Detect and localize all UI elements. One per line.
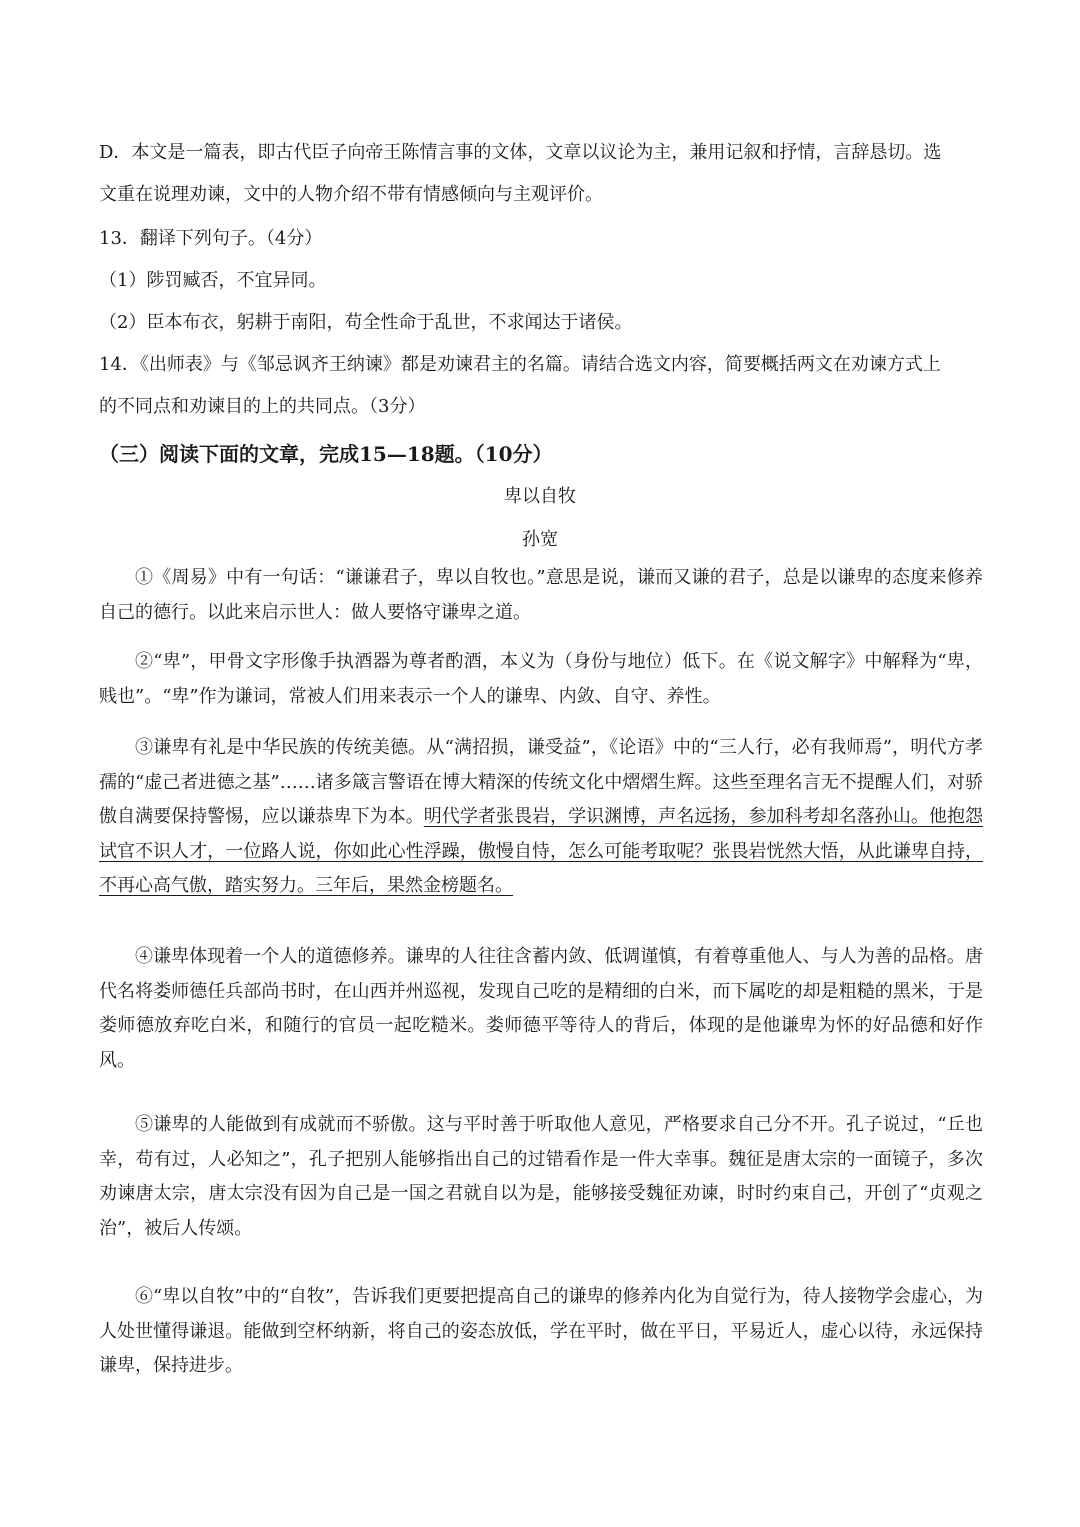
- q14-line2: 的不同点和劝谏目的上的共同点。（3分）: [99, 396, 426, 417]
- q13-stem: 13．翻译下列句子。（4分）: [99, 228, 323, 249]
- paragraph-3-text: ③谦卑有礼是中华民族的传统美德。从“满招损，谦受益”，《论语》中的“三人行，必有我师焉”，明代方孝孺的“虚己者进德之基”……诸多箴言警语在博大精深的传统文化中熠熠生辉。这些至理名言无不提醒人们，对骄傲自满要保持警惕，应以谦恭卑下为本。: [99, 737, 983, 827]
- article-paragraph-1: ①《周易》中有一句话：“谦谦君子，卑以自牧也。”意思是说，谦而又谦的君子，总是以谦卑的态度来修养自己的德行。以此来启示世人：做人要恪守谦卑之道。: [99, 567, 983, 623]
- q14-line1: 14．《出师表》与《邹忌讽齐王纳谏》都是劝谏君主的名篇。请结合选文内容，简要概括两文在劝谏方式上: [99, 354, 941, 375]
- section3-heading: （三）阅读下面的文章，完成15—18题。（10分）: [99, 442, 553, 466]
- article-paragraph-2: ②“卑”，甲骨文字形像手执酒器为尊者酌酒，本义为（身份与地位）低下。在《说文解字》中解释为“卑，贱也”。“卑”作为谦词，常被人们用来表示一个人的谦卑、内敛、自守、养性。: [99, 651, 983, 707]
- article-paragraph-3: [99, 731, 983, 904]
- article-title: 卑以自牧: [504, 486, 576, 507]
- article-paragraph-4: ④谦卑体现着一个人的道德修养。谦卑的人往往含蓄内敛、低调谨慎，有着尊重他人、与人为善的品格。唐代名将娄师德任兵部尚书时，在山西并州巡视，发现自己吃的是精细的白米，而下属吃的却是粗糙的黑米，于是娄师德放弃吃白米，和随行的官员一起吃糙米。娄师德平等待人的背后，体现的是他谦卑为怀的好品德和好作风。: [99, 946, 983, 1071]
- underlined-passage: 明代学者张畏岩，学识渊博，声名远扬，参加科考却名落孙山。他抱怨试官不识人才，一位路人说，你如此心性浮躁，傲慢自恃，怎么可能考取呢？张畏岩恍然大悟，从此谦卑自持，不再心高气傲，踏实努力。三年后，果然金榜题名。: [99, 806, 983, 896]
- article-paragraph-5: ⑤谦卑的人能做到有成就而不骄傲。这与平时善于听取他人意见，严格要求自己分不开。孔子说过，“丘也幸，苟有过，人必知之”，孔子把别人能够指出自己的过错看作是一件大幸事。魏征是唐太宗的一面镜子，多次劝谏唐太宗，唐太宗没有因为自己是一国之君就自以为是，能够接受魏征劝谏，时时约束自己，开创了“贞观之治”，被后人传颂。: [99, 1114, 983, 1239]
- article-author: 孙宽: [522, 529, 558, 550]
- q12-option-d-line1: D．本文是一篇表，即古代臣子向帝王陈情言事的文体，文章以议论为主，兼用记叙和抒情，言辞恳切。选: [99, 142, 942, 163]
- q13-sentence-1: （1）陟罚臧否，不宜异同。: [99, 270, 327, 291]
- article-paragraph-6: ⑥“卑以自牧”中的“自牧”，告诉我们更要把提高自己的谦卑的修养内化为自觉行为，待人接物学会虚心，为人处世懂得谦退。能做到空杯纳新，将自己的姿态放低，学在平时，做在平日，平易近人，虚心以待，永远保持谦卑，保持进步。: [99, 1286, 983, 1376]
- q13-sentence-2: （2）臣本布衣，躬耕于南阳，苟全性命于乱世，不求闻达于诸侯。: [99, 312, 633, 333]
- q12-option-d-line2: 文重在说理劝谏，文中的人物介绍不带有情感倾向与主观评价。: [99, 184, 603, 205]
